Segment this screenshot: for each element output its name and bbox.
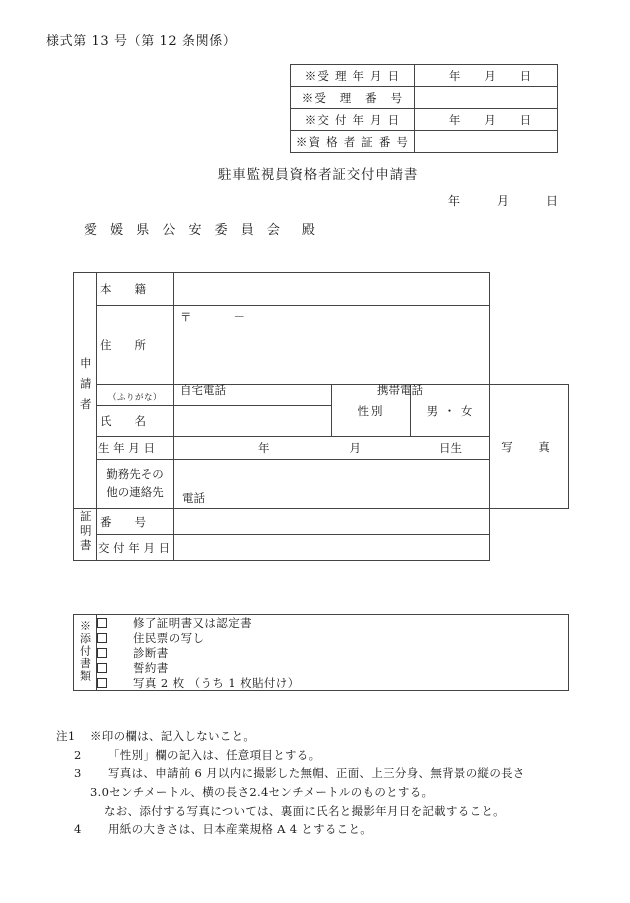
sex-value[interactable]: 男 ・ 女 [411, 385, 490, 437]
month-label: 月 [349, 441, 361, 455]
address-input[interactable] [174, 306, 490, 397]
furigana-label: （ふりがな） [97, 385, 174, 406]
form-number: 様式第 13 号（第 12 条関係） [46, 34, 237, 49]
document-title: 駐車監視員資格者証交付申請書 [218, 167, 419, 183]
day-label: 日生 [439, 441, 462, 455]
table-row-furigana [74, 385, 569, 406]
checkbox-icon[interactable] [97, 618, 107, 628]
postal-dash: － [233, 310, 245, 324]
list-item[interactable] [97, 645, 568, 660]
postal-code-line [180, 309, 245, 325]
note-text: ※印の欄は、記入しないこと。 [90, 729, 256, 743]
applicant-vertical-label: 申請者 [74, 273, 97, 509]
name-label: 氏 名 [97, 406, 174, 437]
checkbox-icon[interactable] [97, 648, 107, 658]
note-item [56, 746, 586, 765]
official-row-value[interactable] [415, 65, 558, 87]
address-label: 住 所 [97, 306, 174, 385]
cert-issue-date-input[interactable] [174, 535, 490, 561]
note-text: 「性別」欄の記入は、任意項目とする。 [108, 747, 321, 762]
honseki-input[interactable] [174, 273, 490, 306]
table-row-cert-date [74, 535, 569, 561]
month-label: 月 [484, 68, 496, 83]
month-label: 月 [496, 194, 509, 208]
official-row-label: ※受 理 年 月 日 [291, 65, 415, 87]
year-label: 年 [258, 441, 270, 455]
month-label: 月 [484, 112, 496, 127]
addressee: 愛 媛 県 公 安 委 員 会 殿 [84, 223, 320, 238]
applicant-table [73, 272, 569, 561]
table-row [291, 87, 558, 109]
workplace-phone-label: 電話 [182, 491, 205, 505]
checkbox-icon[interactable] [97, 633, 107, 643]
workplace-label: 勤務先その 他の連絡先 [97, 460, 174, 509]
table-row [291, 65, 558, 87]
year-label: 年 [448, 112, 461, 127]
note-item [56, 764, 586, 783]
official-row-value[interactable] [415, 131, 558, 153]
note-text: 用紙の大きさは、日本産業規格 A 4 とすること。 [108, 822, 373, 837]
official-use-table [290, 64, 558, 153]
day-label: 日 [545, 194, 558, 208]
note-number: 4 [74, 822, 82, 837]
cert-number-input[interactable] [174, 509, 490, 535]
checkbox-icon[interactable] [97, 663, 107, 673]
photo-area[interactable]: 写 真 [490, 385, 569, 509]
note-item [56, 820, 586, 839]
official-row-label: ※資 格 者 証 番 号 [291, 131, 415, 153]
notes-section [56, 727, 586, 839]
table-row-address [74, 306, 569, 385]
attachments-list [97, 615, 569, 691]
table-row-honseki [74, 273, 569, 306]
table-row-cert-number [74, 509, 569, 535]
list-item[interactable] [97, 630, 568, 645]
official-row-value[interactable] [415, 87, 558, 109]
home-phone-label: 自宅電話 [180, 383, 226, 397]
list-item[interactable] [97, 660, 568, 675]
mobile-phone-label: 携帯電話 [377, 383, 423, 397]
list-item[interactable] [97, 675, 568, 690]
attachment-label: 写真 2 枚 （うち 1 枚貼付け） [133, 675, 300, 690]
year-label: 年 [448, 194, 461, 208]
official-row-label: ※受 理 番 号 [291, 87, 415, 109]
official-row-value[interactable] [415, 109, 558, 131]
cert-issue-date-label: 交 付 年 月 日 [97, 535, 174, 561]
day-label: 日 [519, 68, 532, 83]
note-number: 注1 [56, 729, 76, 743]
dob-label: 生 年 月 日 [97, 437, 174, 460]
attachment-label: 住民票の写し [133, 630, 205, 645]
official-row-label: ※交 付 年 月 日 [291, 109, 415, 131]
attachments-table [73, 614, 569, 691]
dob-input[interactable] [174, 437, 490, 460]
honseki-label: 本 籍 [97, 273, 174, 306]
attachment-label: 修了証明書又は認定書 [133, 615, 252, 630]
application-date-line [448, 192, 558, 209]
table-row [291, 109, 558, 131]
checkbox-icon[interactable] [97, 678, 107, 688]
attachments-vertical-label: ※添付書類 [74, 615, 97, 691]
note-number: 2 [74, 747, 82, 762]
postal-mark-icon: 〒 [180, 310, 192, 324]
workplace-input[interactable] [174, 460, 490, 509]
day-label: 日 [519, 112, 532, 127]
certificate-vertical-label: 証明書 [74, 509, 97, 561]
attachment-label: 診断書 [133, 645, 169, 660]
year-label: 年 [448, 68, 461, 83]
attachment-label: 誓約書 [133, 660, 169, 675]
note-text: 写真は、申請前 6 月以内に撮影した無帽、正面、上三分身、無背景の縦の長さ [108, 766, 525, 781]
table-row [74, 615, 569, 691]
sex-label: 性別 [332, 385, 411, 437]
note-number: 3 [74, 766, 82, 781]
list-item[interactable] [97, 615, 568, 630]
note-item [56, 727, 586, 746]
note-text-continued: なお、添付する写真については、裏面に氏名と撮影年月日を記載すること。 [104, 803, 505, 818]
cert-number-label: 番 号 [97, 509, 174, 535]
table-row [291, 131, 558, 153]
note-text-continued: 3.0センチメートル、横の長さ2.4センチメートルのものとする。 [90, 784, 434, 799]
name-input[interactable] [174, 406, 332, 437]
